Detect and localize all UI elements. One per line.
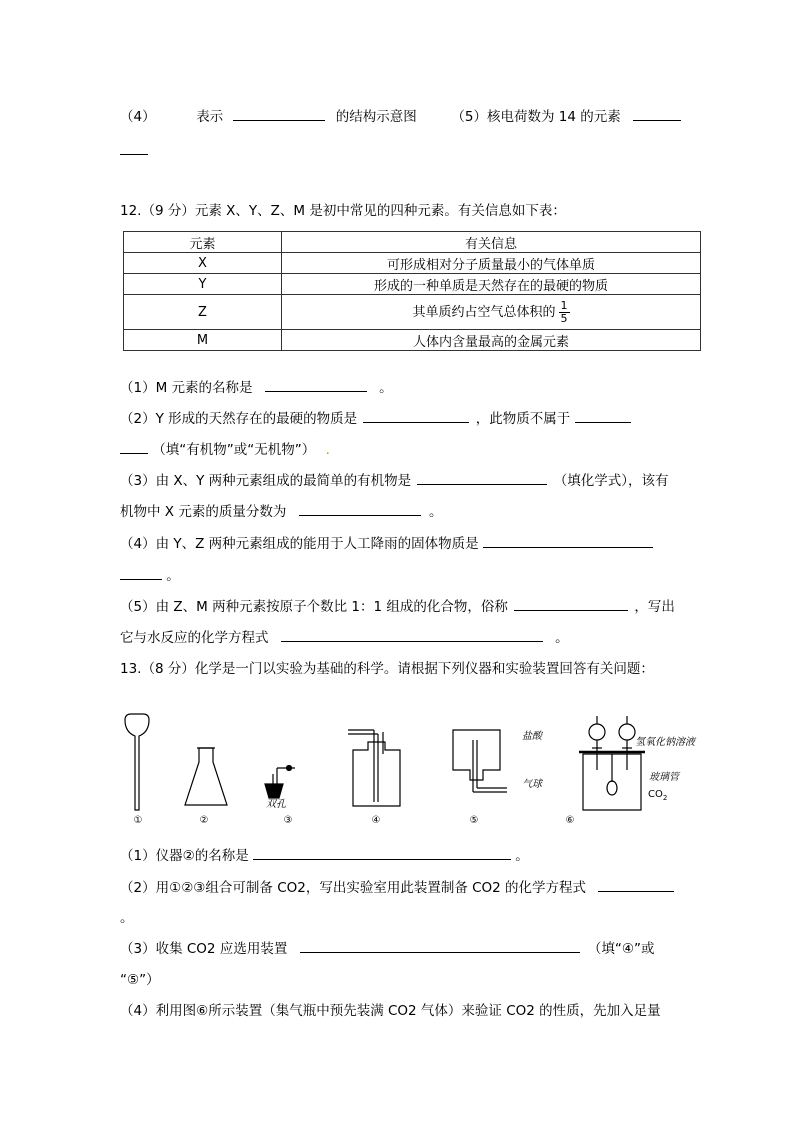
conical-flask-icon (185, 748, 227, 805)
label-hcl: 盐酸 (522, 731, 542, 742)
apparatus-figure (115, 710, 695, 825)
q5-blank-line2[interactable] (120, 141, 148, 155)
q13-p3 (120, 937, 655, 957)
q12-p4-text: （4）由 Y、Z 两种元素组成的能用于人工降雨的固体物质是 (120, 536, 479, 552)
q12-p2-blank2-cont[interactable] (120, 440, 148, 454)
label-4: ④ (371, 815, 381, 826)
q12-p3-blank2[interactable] (299, 502, 421, 516)
q4-text: 表示 (196, 109, 224, 125)
q12-p1 (120, 376, 393, 396)
row-info: 可形成相对分子质量最小的气体单质 (282, 253, 701, 274)
q12-p2-line2 (120, 438, 330, 458)
q12-p5-text: （5）由 Z、M 两种元素按原子个数比 1：1 组成的化合物，俗称 (120, 599, 508, 615)
table-header-info: 有关信息 (282, 232, 701, 253)
label-6: ⑥ (565, 815, 575, 826)
row-element: Z (124, 295, 282, 330)
fraction-denominator: 5 (560, 311, 568, 325)
q12-p4 (120, 532, 653, 552)
inverted-bottle-icon (453, 730, 507, 792)
table-row (124, 330, 701, 351)
label-2: ② (199, 815, 209, 826)
q12-p5-mid: ，写出 (634, 599, 675, 615)
q12-p2-blank1[interactable] (363, 409, 469, 423)
fraction-numerator: 1 (560, 298, 568, 312)
q12-p4-end: 。 (166, 568, 180, 584)
q13-p2-text: （2）用①②③组合可制备 CO2，写出实验室用此装置制备 CO2 的化学方程式 (120, 880, 587, 896)
q12-p1-text: （1）M 元素的名称是 (120, 380, 253, 396)
q13-p3-end: （填“④”或 (587, 941, 655, 957)
label-1: ① (133, 815, 143, 826)
q5-blank-cont (120, 141, 148, 159)
table-row (124, 274, 701, 295)
q13-p1-end: 。 (515, 848, 529, 864)
q13-p1-blank[interactable] (253, 846, 511, 860)
q4-line (120, 105, 681, 125)
q13-p1-text: （1）仪器②的名称是 (120, 848, 249, 864)
q12-p5 (120, 595, 675, 615)
q12-p4-line2 (120, 564, 180, 584)
q5-blank[interactable] (633, 107, 681, 121)
label-3: ③ (283, 815, 293, 826)
label-double-hole: 双孔 (266, 799, 286, 810)
q12-p2-mid: ，此物质不属于 (475, 411, 571, 427)
q13-p3-blank[interactable] (300, 939, 580, 953)
row-info-cell (282, 295, 701, 330)
row-info: 其单质约占空气总体积的 (412, 304, 556, 320)
q12-p1-blank[interactable] (265, 378, 367, 392)
q13-p2-blank[interactable] (598, 878, 674, 892)
gas-bottle-icon (348, 730, 400, 806)
q5-text: （5）核电荷数为 14 的元素 (451, 109, 621, 125)
table-header-element: 元素 (124, 232, 282, 253)
table-row (124, 253, 701, 274)
row-info: 人体内含量最高的金属元素 (282, 330, 701, 351)
q12-p3-line2 (120, 500, 442, 520)
q12-p4-blank[interactable] (483, 534, 653, 548)
label-co2 (648, 789, 667, 802)
q12-p3-line2-text: 机物中 X 元素的质量分数为 (120, 504, 287, 520)
row-element: M (124, 330, 282, 351)
label-5: ⑤ (469, 815, 479, 826)
label-co2-sub: 2 (662, 794, 668, 802)
q12-p5-blank2[interactable] (281, 628, 543, 642)
q4-blank[interactable] (233, 107, 325, 121)
label-balloon: 气球 (522, 779, 542, 790)
q12-p5-line2 (120, 626, 569, 646)
q13-p2-line2: 。 (120, 910, 134, 926)
q12-p3-mid: （填化学式），该有 (553, 473, 669, 489)
table-header-row (124, 232, 701, 253)
row-element: Y (124, 274, 282, 295)
funnel-icon (125, 714, 149, 810)
label-naoh: 氢氧化钠溶液 (635, 737, 695, 748)
row-element: X (124, 253, 282, 274)
verification-setup-icon (579, 716, 645, 810)
q12-p3-end: 。 (428, 504, 443, 520)
q13-p1 (120, 844, 529, 864)
q4-after: 的结构示意图 (335, 109, 417, 125)
q12-p2-line2-text: （填“有机物”或“无机物”） (152, 442, 316, 458)
q12-p2-text: （2）Y 形成的天然存在的最硬的物质是 (120, 411, 358, 427)
q12-p3-blank1[interactable] (417, 471, 547, 485)
q12-p4-blank-cont[interactable] (120, 566, 162, 580)
q12-p3-text: （3）由 X、Y 两种元素组成的最简单的有机物是 (120, 473, 412, 489)
q13-p3-text: （3）收集 CO2 应选用装置 (120, 941, 288, 957)
q12-p5-end: 。 (555, 630, 569, 646)
q12-p5-blank1[interactable] (514, 597, 628, 611)
q12-p2-dot: . (325, 442, 330, 458)
q12-p1-end: 。 (379, 380, 393, 396)
q12-header: 12.（9 分）元素 X、Y、Z、M 是初中常见的四种元素。有关信息如下表： (120, 203, 566, 219)
q13-p3-line2: “⑤”） (120, 972, 160, 988)
q12-p2-blank2[interactable] (575, 409, 631, 423)
q13-p4: （4）利用图⑥所示装置（集气瓶中预先装满 CO2 气体）来验证 CO2 的性质，先加入足量 (120, 1003, 661, 1019)
element-info-table (123, 231, 701, 351)
double-hole-stopper-icon (265, 766, 295, 799)
q12-p2 (120, 407, 631, 427)
q13-p2 (120, 876, 674, 896)
row-info: 形成的一种单质是天然存在的最硬的物质 (282, 274, 701, 295)
q12-p5-line2-text: 它与水反应的化学方程式 (120, 630, 269, 646)
q4-number: （4） (120, 109, 156, 125)
table-row (124, 295, 701, 330)
fraction (559, 300, 570, 325)
label-co2-text: CO (648, 789, 663, 800)
label-glass-tube: 玻璃管 (649, 772, 679, 783)
q12-p3 (120, 469, 669, 489)
q13-header: 13.（8 分）化学是一门以实验为基础的科学。请根据下列仪器和实验装置回答有关问题： (120, 661, 654, 677)
